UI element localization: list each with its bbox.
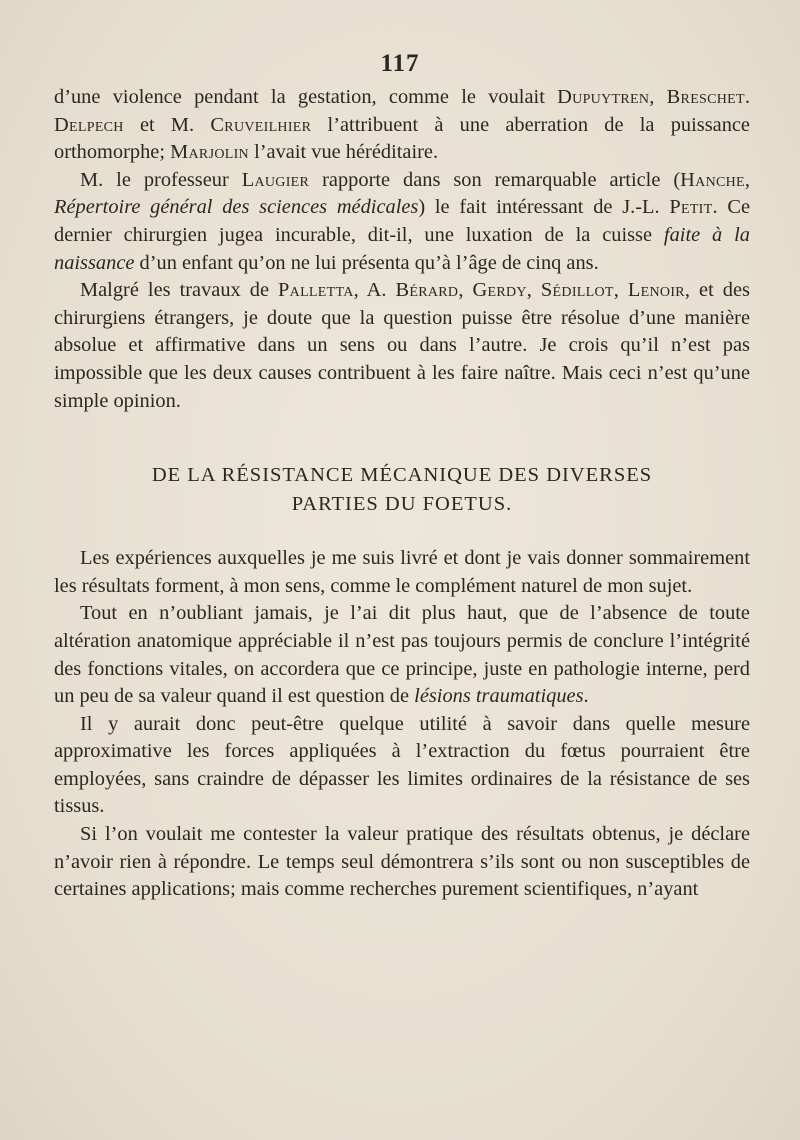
author-name: Breschet: [666, 86, 745, 108]
author-name: Laugier: [241, 168, 310, 191]
text: ,: [613, 279, 628, 302]
paragraph-5: [54, 600, 750, 710]
author-name: Marjolin: [170, 141, 249, 164]
text: .: [583, 685, 589, 708]
text: Malgré les travaux de: [80, 279, 279, 302]
author-name: Sédillot: [540, 279, 614, 302]
text: .: [744, 86, 750, 108]
text: ,: [458, 279, 473, 302]
paragraph-7: Si l’on voulait me contester la valeur pratique des résultats obtenus, je déclare n’avoir rien à répondre. Le temps seul démontrera s’ils sont ou non susceptibles de certaines applications; mais comme recherches purement scientifiques, n’ayant: [54, 823, 750, 901]
author-name: Palletta: [278, 279, 354, 302]
author-name: Bérard: [395, 279, 459, 302]
text: d’un enfant qu’on ne lui présenta qu’à l’âge de cinq ans.: [134, 251, 599, 274]
author-name: Petit: [669, 196, 713, 219]
text: ,: [526, 279, 541, 302]
text: M. le professeur: [80, 168, 242, 191]
text: Tout en n’oubliant jamais, je l’ai dit plus haut, que de l’absence de toute altération anatomique appréciable il n’est pas toujours permis de conclure l’intégrité des fonctions vitales, on accordera que ce principe, juste en pathologie interne, perd un peu de sa valeur quand il est question de: [54, 602, 750, 708]
paragraph-1: [54, 84, 750, 167]
text: ,: [649, 86, 667, 108]
page-body: [54, 84, 750, 904]
text: ,: [744, 168, 751, 191]
author-name: Cruveilhier: [210, 113, 312, 136]
paragraph-4: Les expériences auxquelles je me suis livré et dont je vais donner sommairement les résultats forment, à mon sens, comme le complément naturel de mon sujet.: [54, 547, 750, 597]
paragraph-3: [54, 277, 750, 415]
paragraph-6: Il y aurait donc peut-être quelque utilité à savoir dans quelle mesure approximative les forces appliquées à l’extraction du fœtus pourraient être employées, sans craindre de dépasser les limites ordinaires de la résistance de ses tissus.: [54, 712, 750, 818]
author-name: Delpech: [54, 113, 124, 136]
text: , et des chirurgiens étrangers, je doute que la question puisse être résolue d’une manière absolue et affirmative dans un sens ou dans l’autre. Je crois qu’il n’est pas impossible que les deux causes contribuent à les faire naître. Mais ceci n’est qu’une simple opinion.: [54, 279, 750, 412]
text: rapporte dans son remarquable article (: [309, 168, 681, 191]
text: . Ce dernier chirurgien jugea incurable, dit-il, une luxation de la cuisse: [54, 196, 750, 246]
author-name: Lenoir: [627, 279, 685, 302]
text: , A.: [353, 279, 396, 302]
text: d’une violence pendant la gestation, comme le voulait: [54, 86, 558, 108]
text: l’attribuent à une aberration de la puissance orthomorphe;: [54, 113, 750, 164]
text: et M.: [123, 113, 211, 136]
italic-phrase: faite à la naissance: [54, 223, 750, 274]
section-heading: [54, 461, 750, 519]
section-heading-line-1: DE LA RÉSISTANCE MÉCANIQUE DES DIVERSES: [151, 464, 653, 487]
paragraph-2: [54, 167, 750, 277]
author-name: Dupuytren: [557, 86, 650, 108]
page-number: 117: [380, 50, 420, 77]
text: ) le fait intéressant de J.-L.: [418, 196, 670, 219]
italic-phrase: lésions traumatiques: [414, 685, 584, 708]
author-name: Gerdy: [472, 279, 527, 302]
author-name: Hanche: [680, 168, 745, 191]
section-heading-line-2: PARTIES DU FOETUS.: [291, 493, 513, 516]
text: l’avait vue héréditaire.: [248, 141, 439, 164]
italic-title: Répertoire général des sciences médicales: [54, 196, 419, 219]
